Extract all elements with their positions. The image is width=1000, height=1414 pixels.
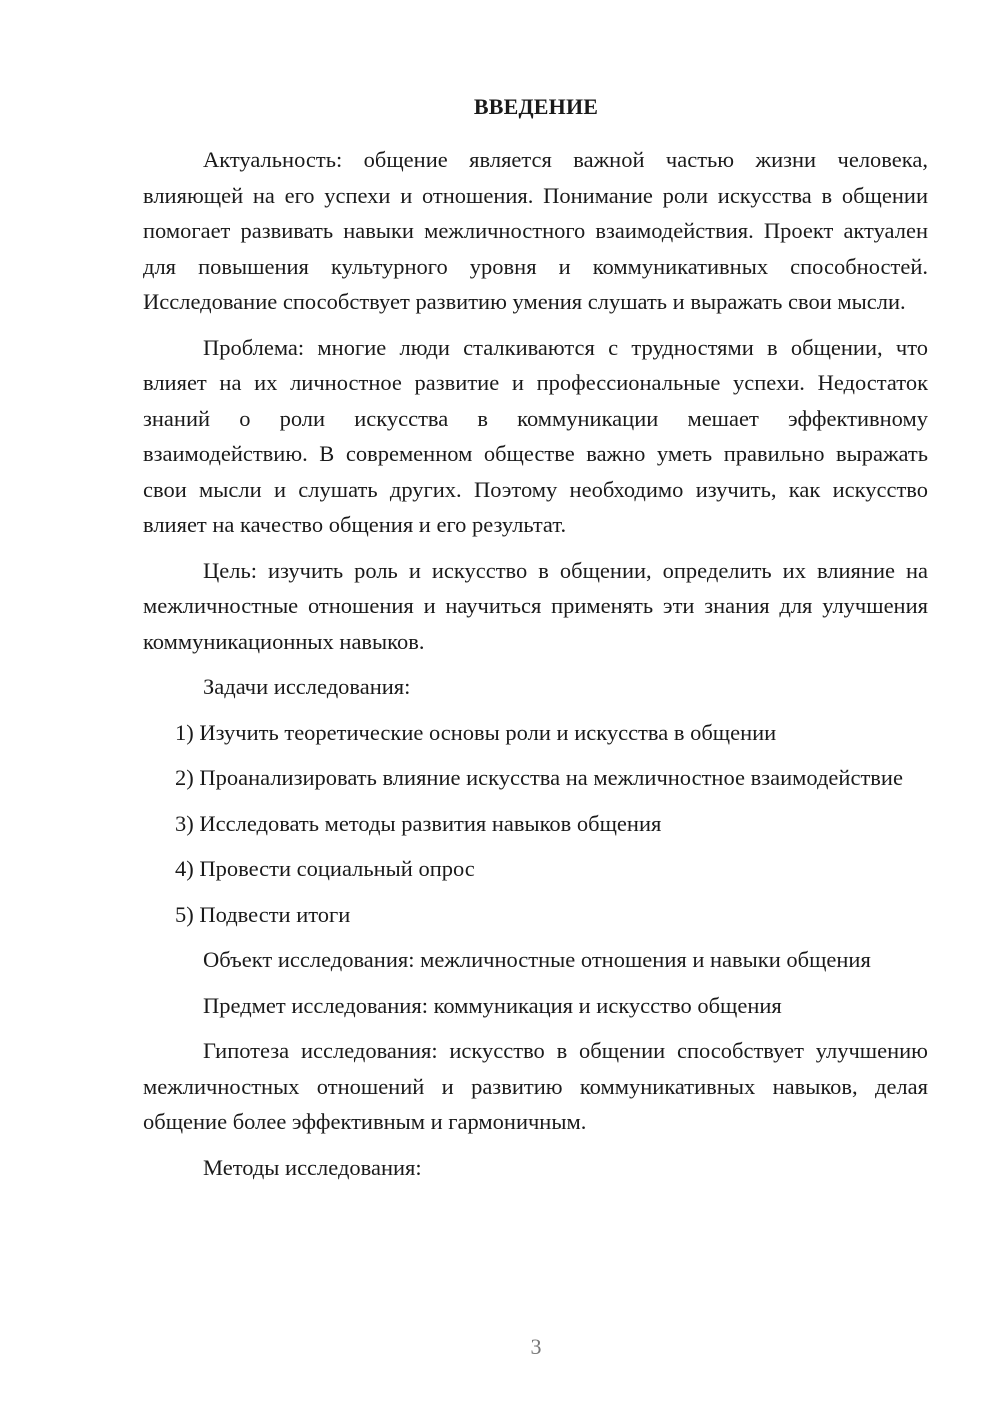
page-title: ВВЕДЕНИЕ	[473, 94, 599, 119]
task-item: 4) Провести социальный опрос	[175, 856, 475, 881]
paragraph-object: Объект исследования: межличностные отношения и навыки общения	[203, 947, 871, 972]
paragraph-goal: Цель: изучить роль и искусство в общении, определить их влияние на межличностные отношения и научиться применять эти знания для улучшения коммуникационных навыков.	[143, 557, 928, 654]
body-text	[143, 142, 928, 1195]
paragraph-relevance: Актуальность: общение является важной частью жизни человека, влияющей на его успехи и отношения. Понимание роли искусства в общении помогает развивать навыки межличностного взаимодействия. Проект актуален для повышения культурного уровня и коммуникативных способностей. Исследование способствует развитию умения слушать и выражать свои мысли.	[143, 147, 928, 314]
task-item: 1) Изучить теоретические основы роли и искусства в общении	[175, 719, 777, 745]
paragraph-hypothesis: Гипотеза исследования: искусство в общении способствует улучшению межличностных отношений и развитию коммуникативных навыков, делая общение более эффективным и гармоничным.	[143, 1038, 928, 1134]
paragraph-problem: Проблема: многие люди сталкиваются с трудностями в общении, что влияет на их личностное развитие и профессиональные успехи. Недостаток знаний о роли искусства в коммуникации мешает эффективному взаимодействию. В современном обществе важно уметь правильно выражать свои мысли и слушать других. Поэтому необходимо изучить, как искусство влияет на качество общения и его результат.	[143, 334, 928, 537]
methods-heading: Методы исследования:	[203, 1154, 422, 1180]
task-item: 3) Исследовать методы развития навыков общения	[175, 810, 662, 836]
task-item: 5) Подвести итоги	[175, 901, 351, 927]
paragraph-subject: Предмет исследования: коммуникация и искусство общения	[203, 992, 782, 1018]
page-number: 3	[530, 1334, 542, 1359]
task-item: 2) Проанализировать влияние искусства на межличностное взаимодействие	[175, 765, 903, 790]
tasks-heading: Задачи исследования:	[203, 674, 411, 699]
